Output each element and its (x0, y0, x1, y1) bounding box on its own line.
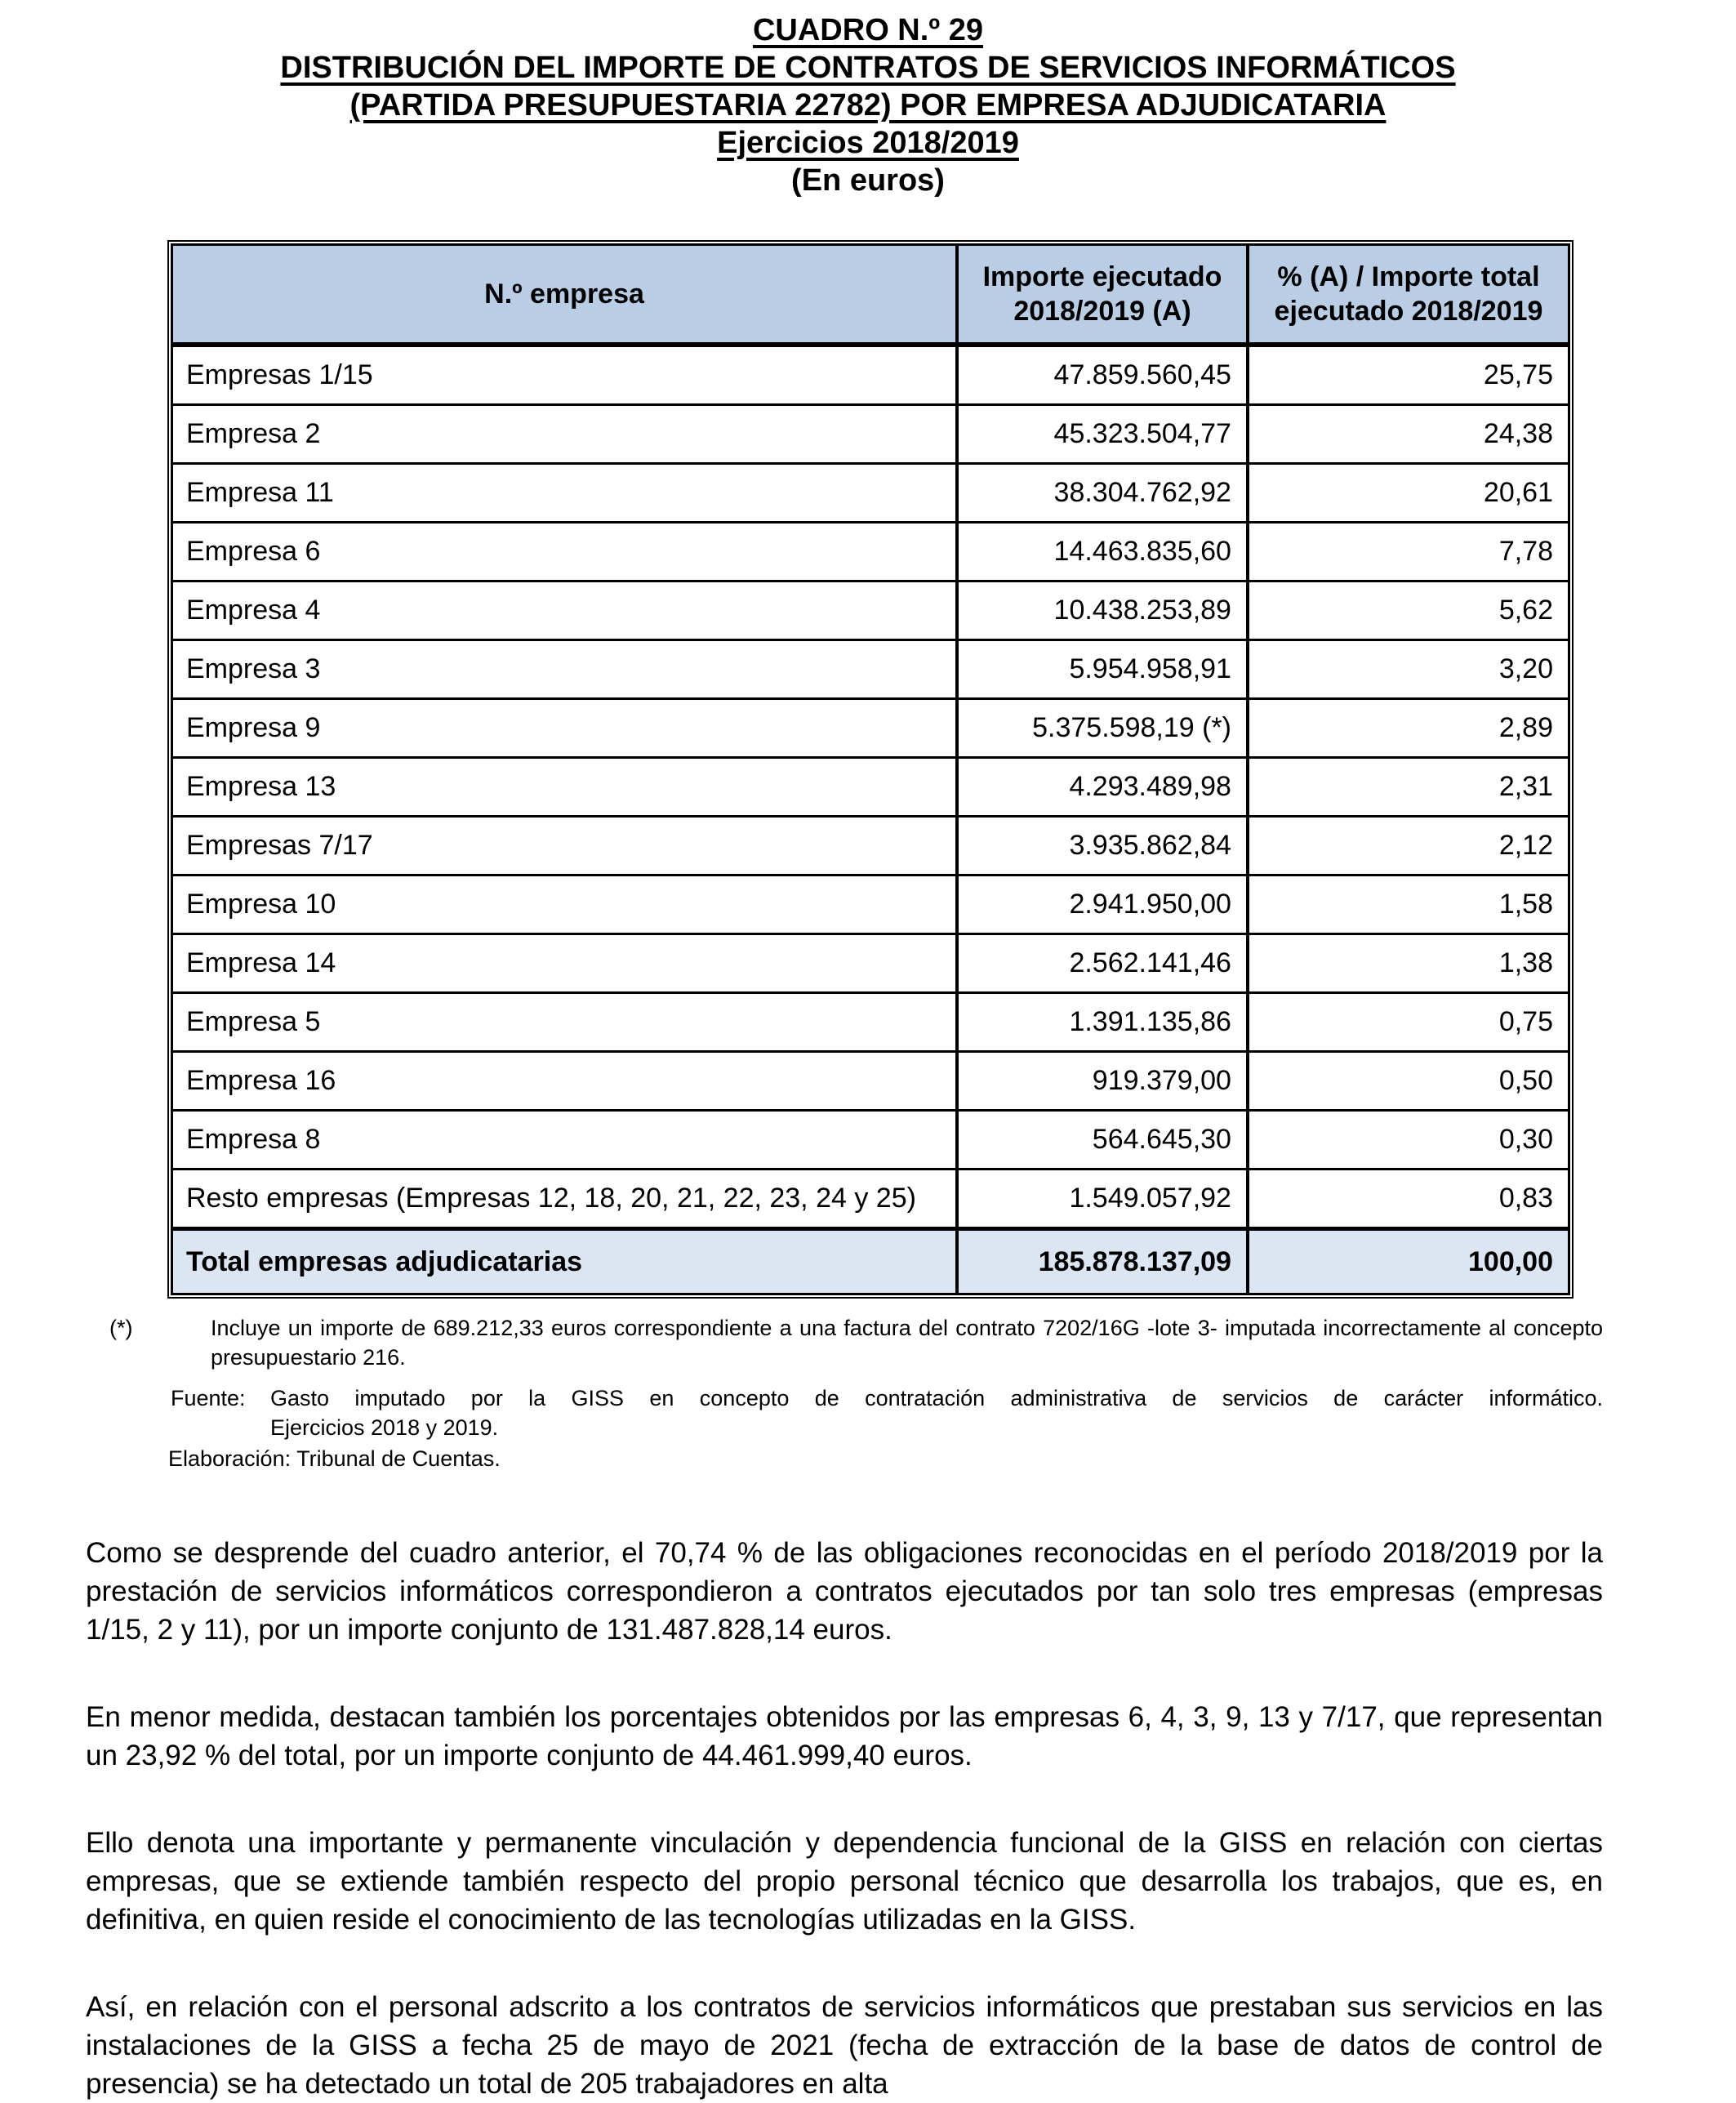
importe-cell: 14.463.835,60 (957, 523, 1248, 581)
table-row (172, 934, 1569, 993)
empresa-cell: Empresas 1/15 (172, 345, 958, 405)
pct-cell: 2,12 (1248, 817, 1569, 876)
col-header-porcentaje: % (A) / Importe total ejecutado 2018/2019 (1248, 245, 1569, 345)
importe-cell: 38.304.762,92 (957, 464, 1248, 523)
empresa-cell: Resto empresas (Empresas 12, 18, 20, 21, 22, 23, 24 y 25) (172, 1170, 958, 1229)
pct-cell: 0,50 (1248, 1052, 1569, 1111)
empresa-cell: Empresa 6 (172, 523, 958, 581)
total-importe-cell: 185.878.137,09 (957, 1229, 1248, 1294)
pct-cell: 0,75 (1248, 993, 1569, 1052)
pct-cell: 1,58 (1248, 876, 1569, 934)
importe-cell: 5.375.598,19 (*) (957, 699, 1248, 758)
empresa-cell: Empresa 8 (172, 1111, 958, 1170)
pct-cell: 3,20 (1248, 640, 1569, 699)
table-row (172, 699, 1569, 758)
fuente-text-line2: Ejercicios 2018 y 2019. (270, 1415, 499, 1440)
asterisk-footnote-text: Incluye un importe de 689.212,33 euros correspondiente a una factura del contrato 7202/16G -lote 3- imputada incorrectamente al concepto presupuestario 216. (211, 1316, 1603, 1370)
pct-cell: 2,89 (1248, 699, 1569, 758)
importe-cell: 564.645,30 (957, 1111, 1248, 1170)
table-row (172, 464, 1569, 523)
pct-cell: 20,61 (1248, 464, 1569, 523)
paragraph-3: Ello denota una importante y permanente vinculación y dependencia funcional de la GISS en relación con ciertas empresas, que se extiende también respecto del propio personal técnico que desarrolla los trabajos, que es, en definitiva, en quien reside el conocimiento de las tecnologías utilizadas en la GISS. (86, 1827, 1603, 1936)
contracts-table (171, 243, 1570, 1295)
empresa-cell: Empresa 2 (172, 405, 958, 464)
pct-cell: 25,75 (1248, 345, 1569, 405)
importe-cell: 1.391.135,86 (957, 993, 1248, 1052)
importe-cell: 5.954.958,91 (957, 640, 1248, 699)
title-line-2: DISTRIBUCIÓN DEL IMPORTE DE CONTRATOS DE SERVICIOS INFORMÁTICOS (280, 51, 1456, 85)
table-row (172, 345, 1569, 405)
importe-cell: 4.293.489,98 (957, 758, 1248, 817)
elaboracion-note: Elaboración: Tribunal de Cuentas. (168, 1446, 501, 1471)
title-line-3: (PARTIDA PRESUPUESTARIA 22782) POR EMPRESA ADJUDICATARIA (349, 88, 1387, 123)
empresa-cell: Empresa 16 (172, 1052, 958, 1111)
paragraph-1: Como se desprende del cuadro anterior, el 70,74 % de las obligaciones reconocidas en el período 2018/2019 por la prestación de servicios informáticos correspondieron a contratos ejecutados por tan solo tres empresas (empresas 1/15, 2 y 11), por un importe conjunto de 131.487.828,14 euros. (86, 1537, 1603, 1646)
empresa-cell: Empresa 4 (172, 581, 958, 640)
fuente-note (171, 1383, 1603, 1442)
empresa-cell: Empresa 3 (172, 640, 958, 699)
importe-cell: 47.859.560,45 (957, 345, 1248, 405)
title-ejercicios: Ejercicios 2018/2019 (717, 126, 1019, 160)
empresa-cell: Empresas 7/17 (172, 817, 958, 876)
table-notes (109, 1313, 1603, 1473)
table-row (172, 1170, 1569, 1229)
importe-cell: 2.941.950,00 (957, 876, 1248, 934)
empresa-cell: Empresa 10 (172, 876, 958, 934)
asterisk-marker: (*) (109, 1316, 133, 1340)
paragraph-4: Así, en relación con el personal adscrito a los contratos de servicios informáticos que prestaban sus servicios en las instalaciones de la GISS a fecha 25 de mayo de 2021 (fecha de extracción de la base de datos de control de presencia) se ha detectado un total de 205 trabajadores en alta (86, 1991, 1603, 2100)
title-units: (En euros) (791, 163, 945, 198)
col-header-empresa: N.º empresa (172, 245, 958, 345)
empresa-cell: Empresa 5 (172, 993, 958, 1052)
importe-cell: 10.438.253,89 (957, 581, 1248, 640)
table-row (172, 1111, 1569, 1170)
asterisk-footnote (109, 1313, 1603, 1372)
total-label-cell: Total empresas adjudicatarias (172, 1229, 958, 1294)
table-row (172, 817, 1569, 876)
paragraph-2: En menor medida, destacan también los porcentajes obtenidos por las empresas 6, 4, 3, 9, 13 y 7/17, que representan un 23,92 % del total, por un importe conjunto de 44.461.999,40 euros. (86, 1701, 1603, 1771)
pct-cell: 2,31 (1248, 758, 1569, 817)
empresa-cell: Empresa 9 (172, 699, 958, 758)
table-row (172, 876, 1569, 934)
table-row (172, 758, 1569, 817)
col-header-importe: Importe ejecutado 2018/2019 (A) (957, 245, 1248, 345)
table-row (172, 993, 1569, 1052)
table-row (172, 1052, 1569, 1111)
importe-cell: 45.323.504,77 (957, 405, 1248, 464)
pct-cell: 0,30 (1248, 1111, 1569, 1170)
total-pct-cell: 100,00 (1248, 1229, 1569, 1294)
table-header-row (172, 245, 1569, 345)
body-text (86, 1534, 1603, 2103)
importe-cell: 3.935.862,84 (957, 817, 1248, 876)
importe-cell: 1.549.057,92 (957, 1170, 1248, 1229)
pct-cell: 24,38 (1248, 405, 1569, 464)
table-row (172, 523, 1569, 581)
empresa-cell: Empresa 13 (172, 758, 958, 817)
empresa-cell: Empresa 11 (172, 464, 958, 523)
contracts-table-frame (167, 240, 1574, 1299)
table-title-block (0, 0, 1736, 199)
table-row (172, 405, 1569, 464)
pct-cell: 1,38 (1248, 934, 1569, 993)
table-row (172, 640, 1569, 699)
fuente-text-line1: Gasto imputado por la GISS en concepto de contratación administrativa de servicios de carácter informático. (270, 1386, 1603, 1410)
table-total-row (172, 1229, 1569, 1294)
pct-cell: 0,83 (1248, 1170, 1569, 1229)
importe-cell: 2.562.141,46 (957, 934, 1248, 993)
fuente-label: Fuente: (171, 1386, 246, 1410)
table-row (172, 581, 1569, 640)
cuadro-number-title: CUADRO N.º 29 (752, 13, 984, 47)
empresa-cell: Empresa 14 (172, 934, 958, 993)
pct-cell: 5,62 (1248, 581, 1569, 640)
importe-cell: 919.379,00 (957, 1052, 1248, 1111)
pct-cell: 7,78 (1248, 523, 1569, 581)
